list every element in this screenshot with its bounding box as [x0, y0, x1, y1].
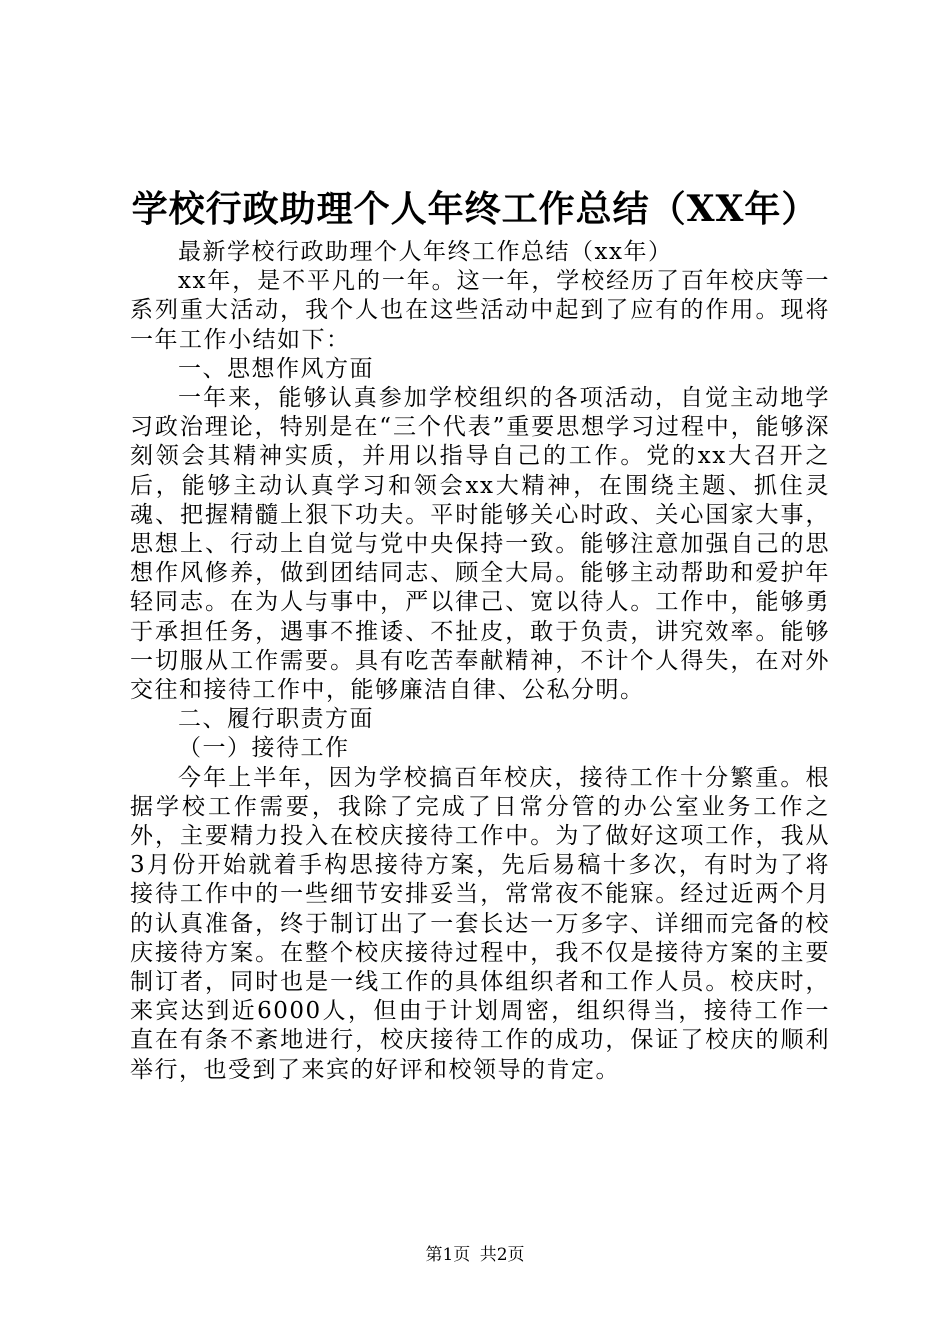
- document-subtitle: 最新学校行政助理个人年终工作总结（xx年）: [178, 239, 673, 265]
- page-total: 共2页: [479, 1245, 525, 1265]
- section-heading-duties: 二、履行职责方面: [178, 706, 374, 733]
- body-paragraph-ideology: 一年来，能够认真参加学校组织的各项活动，自觉主动地学习政治理论，特别是在“三个代表”重要思想学习过程中，能够深刻领会其精神实质，并用以指导自己的工作。党的xx大召开之后，能够主动认真学习和领会xx大精神，在围绕主题、抓住灵魂、把握精髓上狠下功夫。平时能够关心时政、关心国家大事，思想上、行动上自觉与党中央保持一致。能够注意加强自己的思想作风修养，做到团结同志、顾全大局。能够主动帮助和爱护年轻同志。在为人与事中，严以律己、宽以待人。工作中，能够勇于承担任务，遇事不推诿、不扯皮，敢于负责，讲究效率。能够一切服从工作需要。具有吃苦奉献精神，不计个人得失，在对外交往和接待工作中，能够廉洁自律、公私分明。: [130, 385, 830, 704]
- body-paragraph-reception: 今年上半年，因为学校搞百年校庆，接待工作十分繁重。根据学校工作需要，我除了完成了日常分管的办公室业务工作之外，主要精力投入在校庆接待工作中。为了做好这项工作，我从3月份开始就着手构思接待方案，先后易稿十多次，有时为了将接待工作中的一些细节安排妥当，常常夜不能寐。经过近两个月的认真准备，终于制订出了一套长达一万多字、详细而完备的校庆接待方案。在整个校庆接待过程中，我不仅是接待方案的主要制订者，同时也是一线工作的具体组织者和工作人员。校庆时，来宾达到近6000人，但由于计划周密，组织得当，接待工作一直在有条不紊地进行，校庆接待工作的成功，保证了校庆的顺利举行，也受到了来宾的好评和校领导的肯定。: [130, 764, 830, 1083]
- body-paragraph-intro: xx年，是不平凡的一年。这一年，学校经历了百年校庆等一系列重大活动，我个人也在这些活动中起到了应有的作用。现将一年工作小结如下：: [130, 268, 830, 353]
- page-footer: [0, 1244, 950, 1266]
- document-title: 学校行政助理个人年终工作总结（XX年）: [131, 188, 819, 230]
- section-heading-ideology: 一、思想作风方面: [178, 355, 374, 382]
- subsection-heading-reception: （一）接待工作: [178, 735, 350, 762]
- document-body: [130, 238, 830, 1085]
- page-number: 第1页: [425, 1245, 471, 1265]
